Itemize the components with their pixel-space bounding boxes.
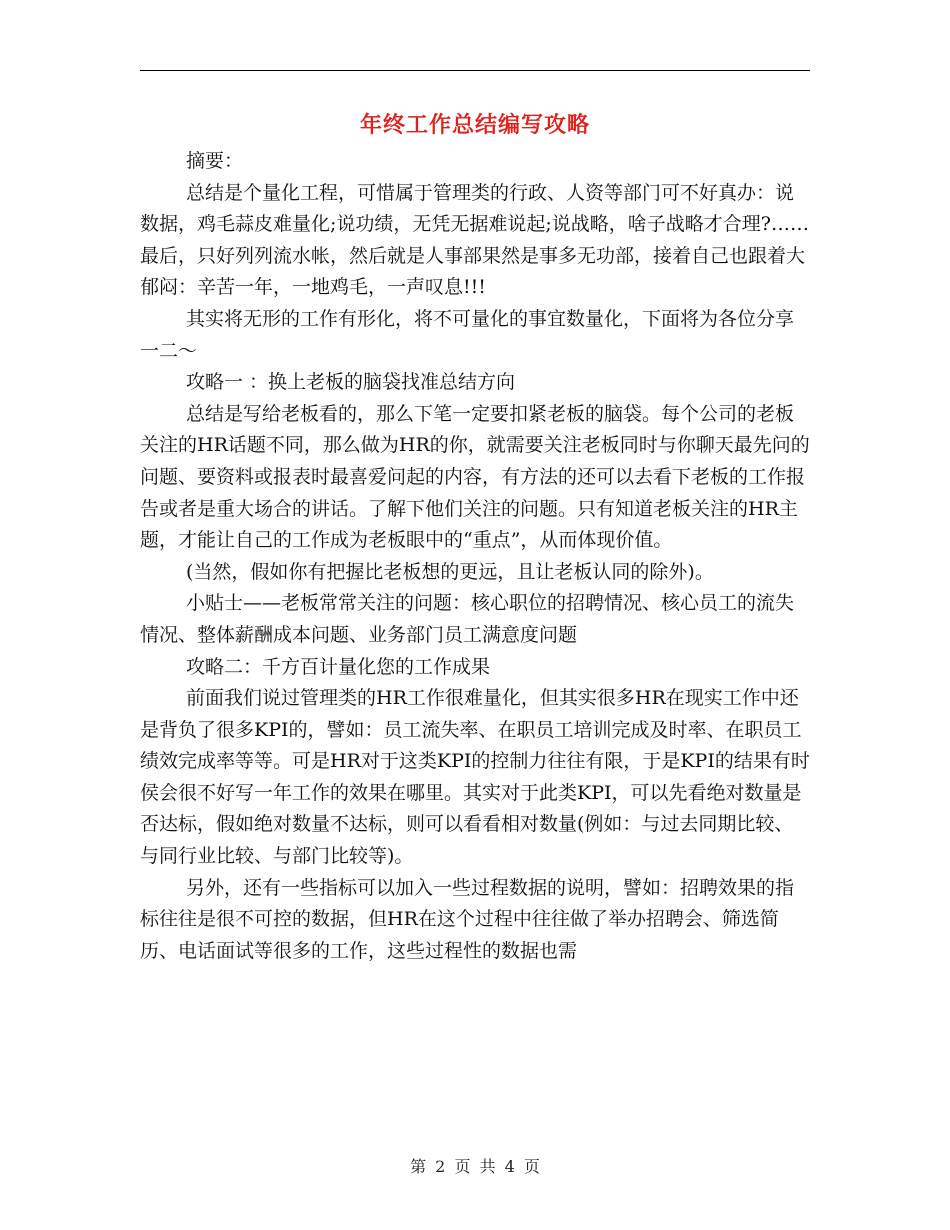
paragraph-abstract-label: 摘要： <box>186 150 244 172</box>
paragraph-overview: 其实将无形的工作有形化，将不可量化的事宜数量化，下面将为各位分享一二～ <box>140 307 795 362</box>
paragraph-strategy-one: 总结是写给老板看的，那么下笔一定要扣紧老板的脑袋。每个公司的老板关注的HR话题不同，那么做为HR的你，就需要关注老板同时与你聊天最先问的问题、要资料或报表时最喜爱问起的内容，有方法的还可以去看下老板的工作报告或者是重大场合的讲话。了解下他们关注的问题。只有知道老板关注的HR主题，才能让自己的工作成为老板眼中的“重点”，从而体现价值。 <box>140 402 810 552</box>
header-rule <box>140 70 810 71</box>
paragraph-process-data: 另外，还有一些指标可以加入一些过程数据的说明，譬如：招聘效果的指标往往是很不可控的数据，但HR在这个过程中往往做了举办招聘会、筛选简历、电话面试等很多的工作，这些过程性的数据也需 <box>140 876 795 962</box>
paragraph-strategy-two: 前面我们说过管理类的HR工作很难量化，但其实很多HR在现实工作中还是背负了很多KPI的，譬如：员工流失率、在职员工培训完成及时率、在职员工绩效完成率等等。可是HR对于这类KPI的控制力往往有限，于是KPI的结果有时侯会很不好写一年工作的效果在哪里。其实对于此类KPI，可以先看绝对数量是否达标，假如绝对数量不达标，则可以看看相对数量(例如：与过去同期比较、与同行业比较、与部门比较等)。 <box>140 687 810 868</box>
heading-strategy-two: 攻略二：千方百计量化您的工作成果 <box>186 655 491 678</box>
paragraph-intro: 总结是个量化工程，可惜属于管理类的行政、人资等部门可不好真办：说数据，鸡毛蒜皮难量化;说功绩，无凭无据难说起;说战略，啥子战略才合理?……最后，只好列列流水帐，然后就是人事部果然是事多无功部，接着自己也跟着大郁闷：辛苦一年，一地鸡毛，一声叹息!!! <box>140 181 809 299</box>
document-title: 年终工作总结编写攻略 <box>359 112 590 138</box>
heading-strategy-one: 攻略一 ：换上老板的脑袋找准总结方向 <box>186 371 516 394</box>
document-body <box>140 146 810 967</box>
page-number: 第 2 页 共 4 页 <box>410 1157 540 1176</box>
paragraph-note: (当然，假如你有把握比老板想的更远，且让老板认同的除外)。 <box>186 560 714 583</box>
paragraph-tips: 小贴士——老板常常关注的问题：核心职位的招聘情况、核心员工的流失情况、整体薪酬成本问题、业务部门员工满意度问题 <box>140 592 795 646</box>
